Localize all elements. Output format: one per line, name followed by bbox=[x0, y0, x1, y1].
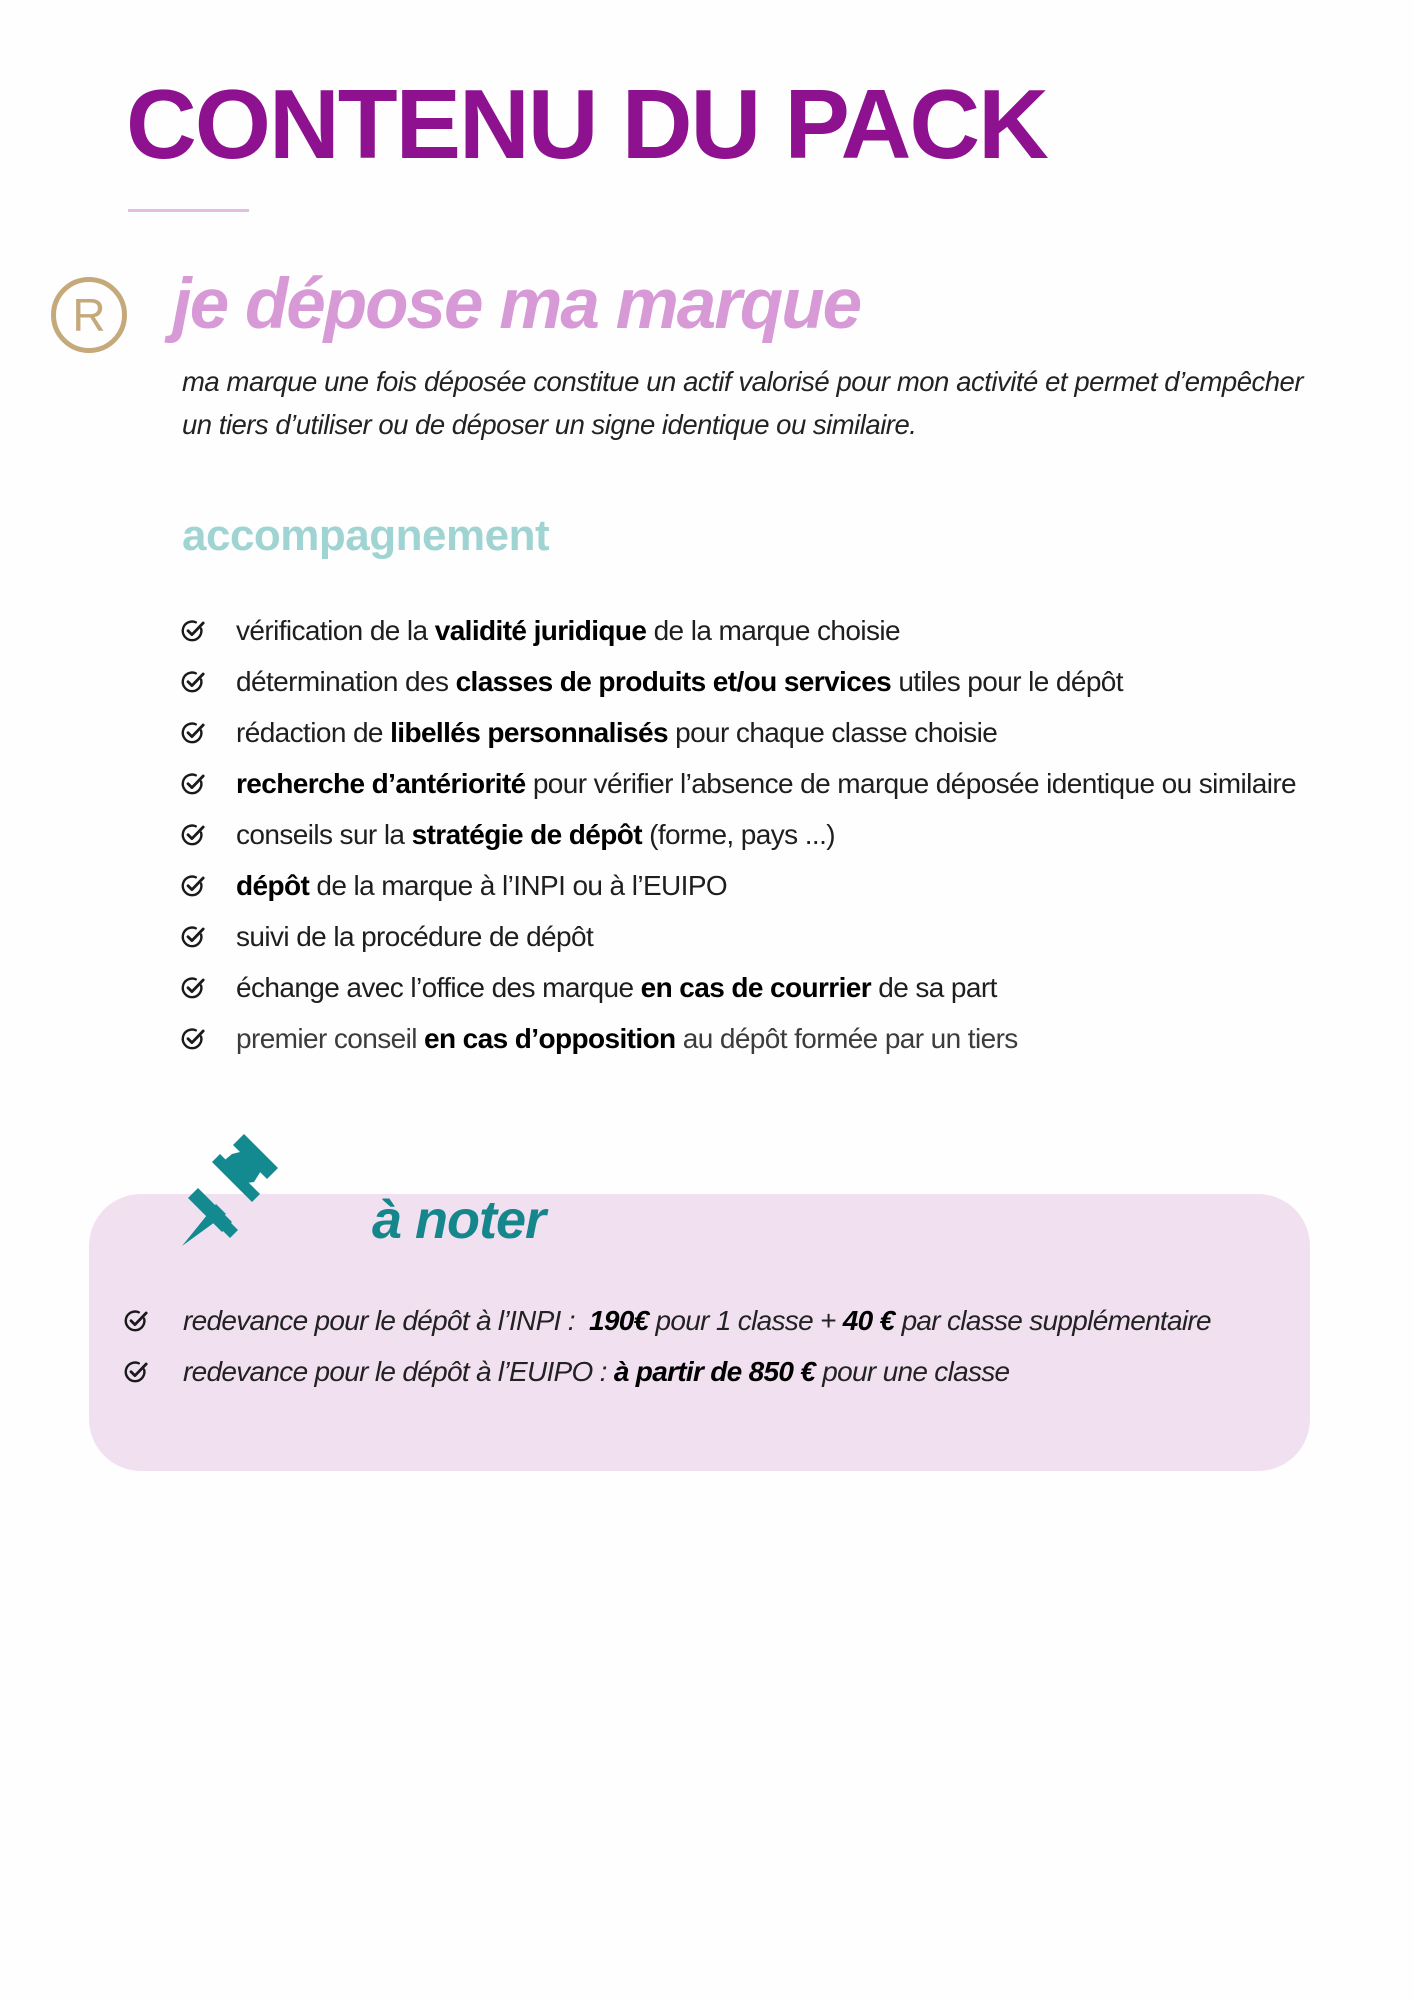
list-item-text: premier conseil en cas d’opposition au dépôt formée par un tiers bbox=[236, 1022, 1018, 1054]
list-item bbox=[180, 605, 1390, 656]
note-item bbox=[123, 1346, 1303, 1397]
check-circle-icon bbox=[180, 771, 206, 797]
list-item bbox=[180, 656, 1390, 707]
check-circle-icon bbox=[123, 1359, 149, 1385]
note-item-text: redevance pour le dépôt à l’INPI : 190€ pour 1 classe + 40 € par classe supplémentaire bbox=[183, 1304, 1211, 1336]
note-title: à noter bbox=[372, 1190, 546, 1250]
check-circle-icon bbox=[180, 720, 206, 746]
note-list bbox=[123, 1295, 1303, 1397]
list-item bbox=[180, 707, 1390, 758]
list-item bbox=[180, 962, 1390, 1013]
list-item-text: détermination des classes de produits et/ou services utiles pour le dépôt bbox=[236, 665, 1123, 697]
accompagnement-list bbox=[180, 605, 1390, 1064]
list-item bbox=[180, 911, 1390, 962]
page-title: CONTENU DU PACK bbox=[126, 69, 1047, 179]
accompagnement-title: accompagnement bbox=[182, 511, 550, 560]
section-title: je dépose ma marque bbox=[172, 265, 861, 344]
list-item bbox=[180, 1013, 1390, 1064]
check-circle-icon bbox=[123, 1308, 149, 1334]
pushpin-icon bbox=[182, 1132, 294, 1246]
list-item-text: conseils sur la stratégie de dépôt (forme, pays ...) bbox=[236, 818, 835, 850]
check-circle-icon bbox=[180, 669, 206, 695]
note-item-text: redevance pour le dépôt à l’EUIPO : à partir de 850 € pour une classe bbox=[183, 1355, 1010, 1387]
check-circle-icon bbox=[180, 1026, 206, 1052]
list-item-text: vérification de la validité juridique de la marque choisie bbox=[236, 614, 900, 646]
note-item bbox=[123, 1295, 1303, 1346]
check-circle-icon bbox=[180, 975, 206, 1001]
list-item bbox=[180, 809, 1390, 860]
list-item-text: suivi de la procédure de dépôt bbox=[236, 920, 594, 952]
check-circle-icon bbox=[180, 822, 206, 848]
section-intro: ma marque une fois déposée constitue un actif valorisé pour mon activité et permet d’empêcher un tiers d’utiliser ou de déposer un signe identique ou similaire. bbox=[182, 366, 1303, 440]
list-item bbox=[180, 860, 1390, 911]
title-divider bbox=[128, 209, 249, 212]
list-item-text: échange avec l’office des marque en cas de courrier de sa part bbox=[236, 971, 997, 1003]
list-item-text: recherche d’antériorité pour vérifier l’absence de marque déposée identique ou similaire bbox=[236, 767, 1297, 799]
list-item-text: dépôt de la marque à l’INPI ou à l’EUIPO bbox=[236, 869, 728, 901]
list-item-text: rédaction de libellés personnalisés pour chaque classe choisie bbox=[236, 716, 998, 748]
check-circle-icon bbox=[180, 873, 206, 899]
registered-icon: R bbox=[51, 277, 127, 353]
check-circle-icon bbox=[180, 618, 206, 644]
list-item bbox=[180, 758, 1390, 809]
check-circle-icon bbox=[180, 924, 206, 950]
